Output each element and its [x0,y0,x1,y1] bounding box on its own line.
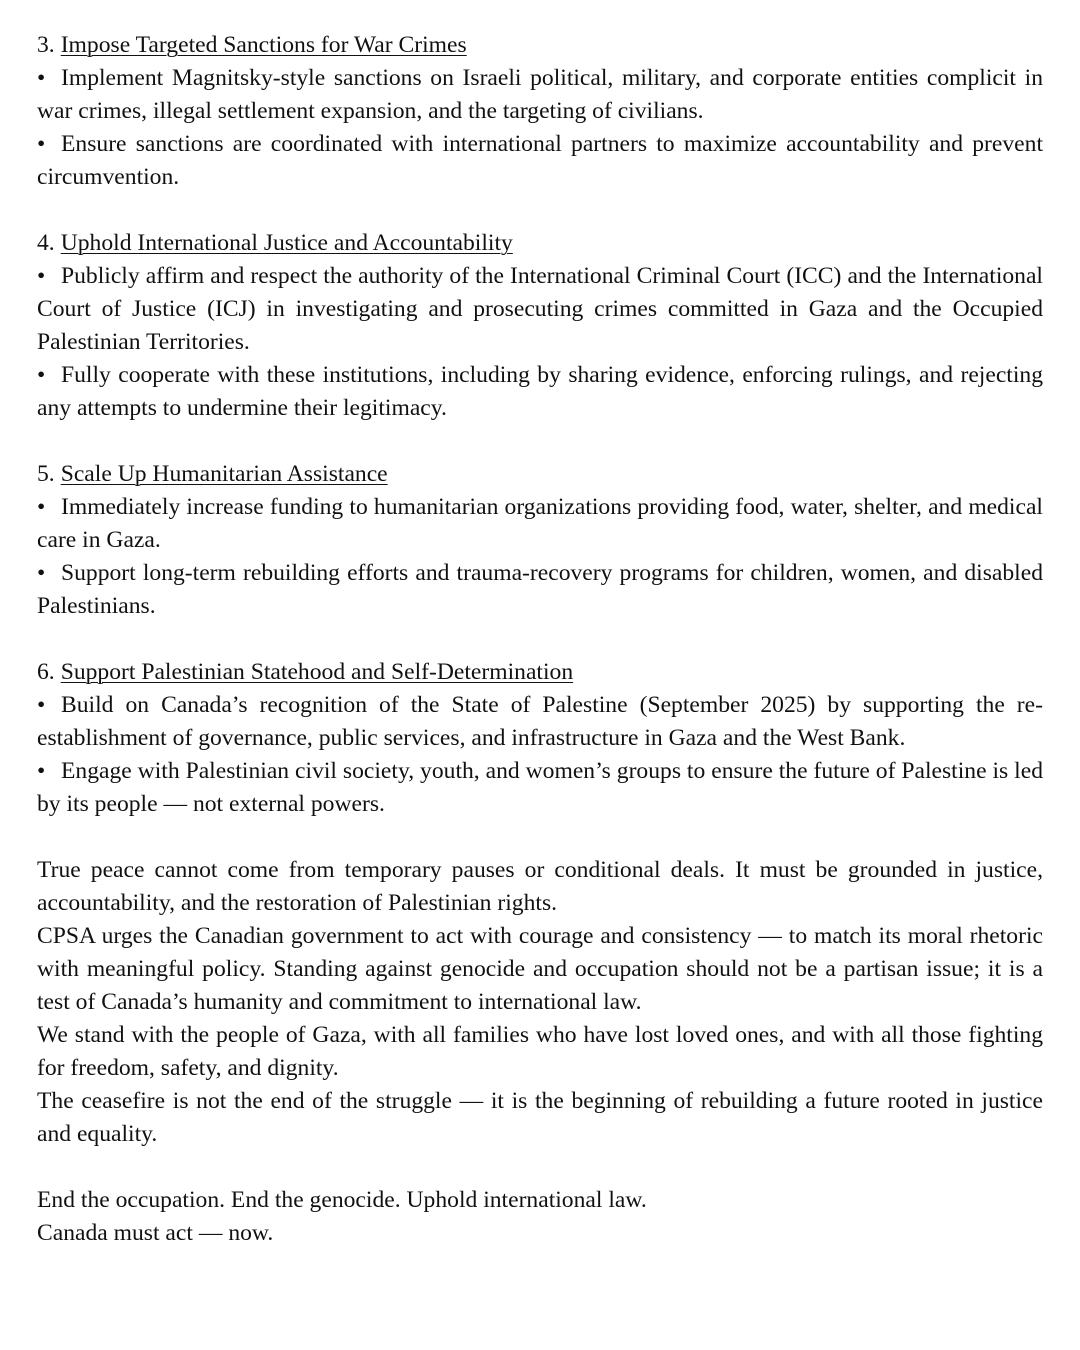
section-number: 3. [37,32,55,58]
section-statehood [37,656,1043,821]
bullet-item [37,359,1043,425]
cpsa-paragraph: CPSA urges the Canadian government to act with courage and consistency — to match its moral rhetoric with meaningful policy. Standing against genocide and occupation should not be a partisan issue; it is a test of Canada’s humanity and commitment to international law. [37,923,1043,1015]
bullet-item [37,557,1043,623]
bullet-text: Fully cooperate with these institutions, including by sharing evidence, enforcing rulings, and rejecting any attempts to undermine their legitimacy. [37,362,1043,421]
bullet-text: Build on Canada’s recognition of the State of Palestine (September 2025) by supporting the re-establishment of governance, public services, and infrastructure in Gaza and the West Bank. [37,692,1043,751]
bullet-item [37,128,1043,194]
section-heading [37,656,1043,689]
bullet-item [37,491,1043,557]
section-heading [37,458,1043,491]
bullet-icon: • [37,65,46,91]
section-heading [37,227,1043,260]
bullet-icon: • [37,560,46,586]
section-number: 6. [37,659,55,685]
closing-line: End the occupation. End the genocide. Uphold international law. [37,1187,647,1213]
section-heading [37,29,1043,62]
bullet-icon: • [37,362,46,388]
bullet-text: Immediately increase funding to humanitarian organizations providing food, water, shelter, and medical care in Gaza. [37,494,1043,553]
section-title: Uphold International Justice and Accountability [60,230,513,256]
section-sanctions [37,29,1043,194]
bullet-text: Support long-term rebuilding efforts and trauma-recovery programs for children, women, and disabled Palestinians. [37,560,1043,619]
closing-block [37,1184,1043,1250]
section-title: Impose Targeted Sanctions for War Crimes [60,32,467,58]
bullet-icon: • [37,263,46,289]
peace-paragraph: True peace cannot come from temporary pauses or conditional deals. It must be grounded in justice, accountability, and the restoration of Palestinian rights. [37,857,1043,916]
solidarity-block [37,1019,1043,1151]
ceasefire-paragraph: The ceasefire is not the end of the struggle — it is the beginning of rebuilding a future rooted in justice and equality. [37,1088,1043,1147]
bullet-icon: • [37,494,46,520]
section-title: Scale Up Humanitarian Assistance [60,461,388,487]
bullet-text: Ensure sanctions are coordinated with international partners to maximize accountability and prevent circumvention. [37,131,1043,190]
section-title: Support Palestinian Statehood and Self-Determination [60,659,574,685]
bullet-text: Implement Magnitsky-style sanctions on Israeli political, military, and corporate entities complicit in war crimes, illegal settlement expansion, and the targeting of civilians. [37,65,1043,124]
section-justice [37,227,1043,425]
section-number: 4. [37,230,55,256]
bullet-icon: • [37,692,46,718]
bullet-item [37,689,1043,755]
bullet-icon: • [37,758,46,784]
document-body [37,29,1043,1250]
bullet-icon: • [37,131,46,157]
solidarity-paragraph: We stand with the people of Gaza, with all families who have lost loved ones, and with all those fighting for freedom, safety, and dignity. [37,1022,1043,1081]
bullet-text: Publicly affirm and respect the authority of the International Criminal Court (ICC) and the International Court of Justice (ICJ) in investigating and prosecuting crimes committed in Gaza and the Occupied Palestinian Territories. [37,263,1043,355]
section-humanitarian [37,458,1043,623]
bullet-item [37,260,1043,359]
bullet-item [37,62,1043,128]
closing-line: Canada must act — now. [37,1220,274,1246]
bullet-item [37,755,1043,821]
section-number: 5. [37,461,55,487]
bullet-text: Engage with Palestinian civil society, youth, and women’s groups to ensure the future of Palestine is led by its people — not external powers. [37,758,1043,817]
